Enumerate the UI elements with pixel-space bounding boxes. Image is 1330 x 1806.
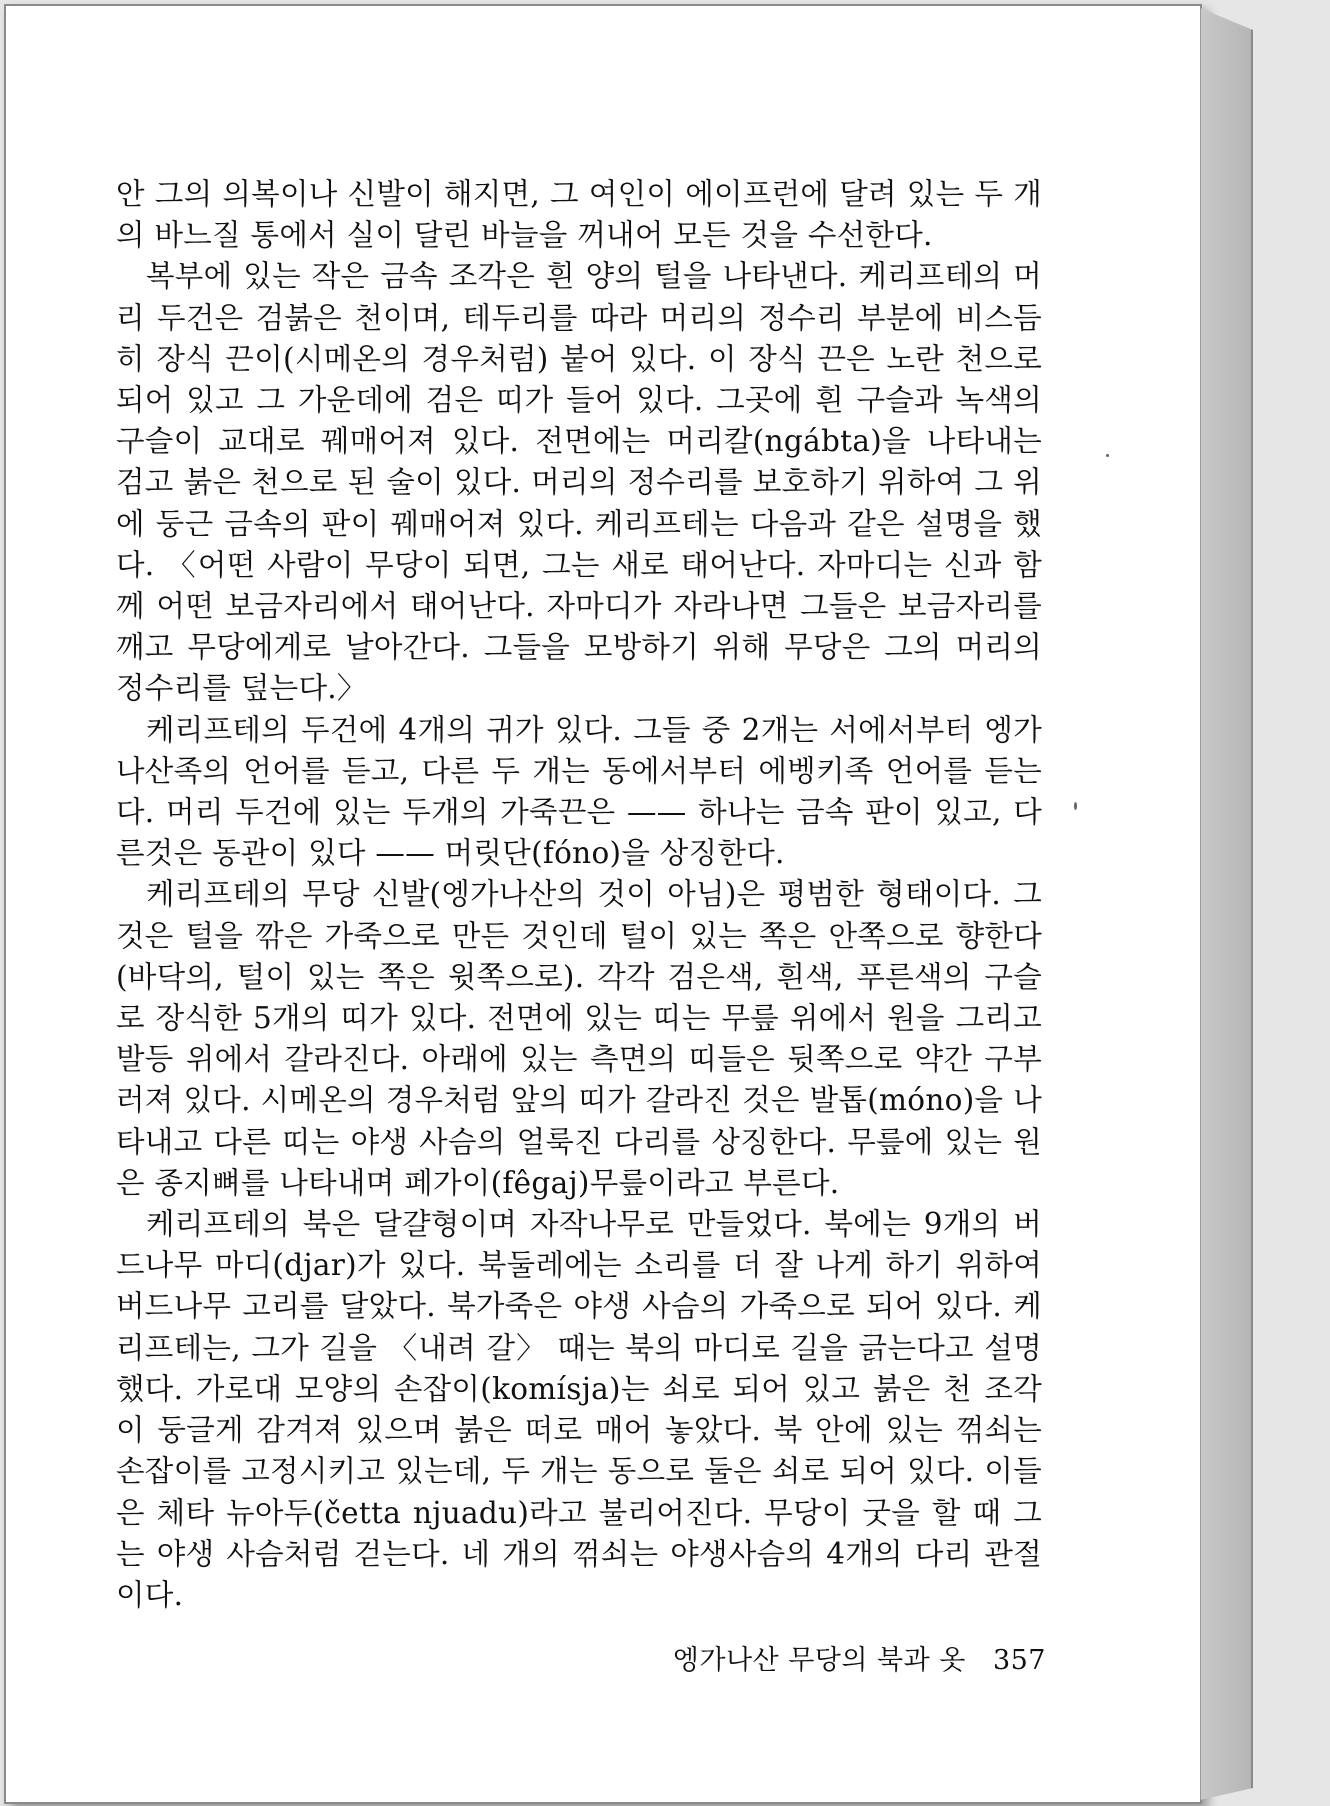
- book-page-edge: [1200, 8, 1253, 1800]
- scan-speck: [1074, 802, 1077, 810]
- paragraph-1: 안 그의 의복이나 신발이 해지면, 그 여인이 에이프런에 달려 있는 두 개의 바느질 통에서 실이 달린 바늘을 꺼내어 모든 것을 수선한다.: [116, 177, 1042, 253]
- body-text: [116, 174, 1042, 1616]
- paragraph-5: 케리프테의 북은 달걀형이며 자작나무로 만들었다. 북에는 9개의 버드나무 마디(djar)가 있다. 북둘레에는 소리를 더 잘 나게 하기 위하여 버드나무 고리를 달았다. 북가죽은 야생 사슴의 가죽으로 되어 있다. 케리프테는, 그가 길을 〈내려 갈〉 때는 북의 마디로 길을 긁는다고 설명했다. 가로대 모양의 손잡이(komísja)는 쇠로 되어 있고 붉은 천 조각이 둥글게 감겨져 있으며 붉은 떠로 매어 놓았다. 북 안에 있는 꺾쇠는 손잡이를 고정시키고 있는데, 두 개는 동으로 둘은 쇠로 되어 있다. 이들은 체타 뉴아두(četta njuadu)라고 불리어진다. 무당이 굿을 할 때 그는 야생 사슴처럼 걷는다. 네 개의 꺾쇠는 야생사슴의 4개의 다리 관절이다.: [116, 1207, 1042, 1612]
- page-number: 357: [992, 1645, 1046, 1676]
- paragraph-2: 복부에 있는 작은 금속 조각은 흰 양의 털을 나타낸다. 케리프테의 머리 두건은 검붉은 천이며, 테두리를 따라 머리의 정수리 부분에 비스듬히 장식 끈이(시메온의 경우처럼) 붙어 있다. 이 장식 끈은 노란 천으로 되어 있고 그 가운데에 검은 띠가 들어 있다. 그곳에 흰 구슬과 녹색의 구슬이 교대로 꿰매어져 있다. 전면에는 머리칼(ngábta)을 나타내는 검고 붉은 천으로 된 술이 있다. 머리의 정수리를 보호하기 위하여 그 위에 둥근 금속의 판이 꿰매어져 있다. 케리프테는 다음과 같은 설명을 했다. 〈어떤 사람이 무당이 되면, 그는 새로 태어난다. 자마디는 신과 함께 어떤 보금자리에서 태어난다. 자마디가 자라나면 그들은 보금자리를 깨고 무당에게로 날아간다. 그들을 모방하기 위해 무당은 그의 머리의 정수리를 덮는다.〉: [116, 259, 1042, 706]
- paragraph-3: 케리프테의 두건에 4개의 귀가 있다. 그들 중 2개는 서에서부터 엥가나산족의 언어를 듣고, 다른 두 개는 동에서부터 에벵키족 언어를 듣는다. 머리 두건에 있는 두개의 가죽끈은 —— 하나는 금속 판이 있고, 다른것은 동관이 있다 —— 머릿단(fóno)을 상징한다.: [116, 712, 1042, 871]
- page-footer: [646, 1638, 1046, 1677]
- running-title: 엥가나산 무당의 북과 옷: [672, 1645, 966, 1676]
- book-page: [4, 4, 1202, 1804]
- paragraph-4: 케리프테의 무당 신발(엥가나산의 것이 아님)은 평범한 형태이다. 그것은 털을 깎은 가죽으로 만든 것인데 털이 있는 쪽은 안쪽으로 향한다(바닥의, 털이 있는 쪽은 윗쪽으로). 각각 검은색, 흰색, 푸른색의 구슬로 장식한 5개의 띠가 있다. 전면에 있는 띠는 무릎 위에서 원을 그리고 발등 위에서 갈라진다. 아래에 있는 측면의 띠들은 뒷쪽으로 약간 구부러져 있다. 시메온의 경우처럼 앞의 띠가 갈라진 것은 발톱(móno)을 나타내고 다른 띠는 야생 사슴의 얼룩진 다리를 상징한다. 무릎에 있는 원은 종지뼈를 나타내며 페가이(fêgaj)무릎이라고 부른다.: [116, 877, 1042, 1200]
- scan-speck: [1106, 454, 1109, 457]
